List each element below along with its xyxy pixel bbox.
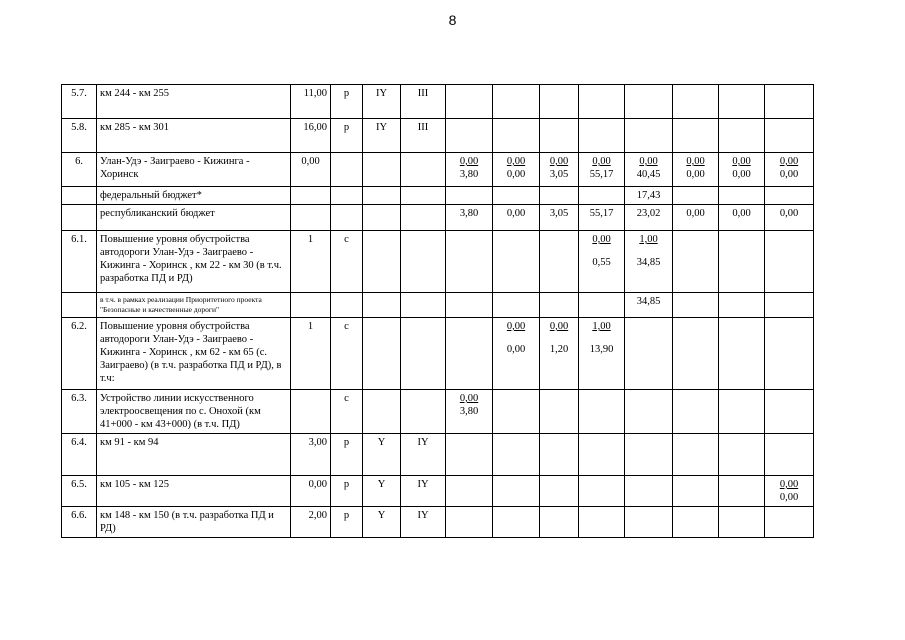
- value-plan: 0,00: [549, 321, 569, 332]
- value-amount: 0,00: [732, 169, 751, 180]
- value-amount: 17,43: [625, 187, 673, 205]
- value-amount: 0,00: [493, 205, 540, 231]
- row-length: 1: [291, 318, 331, 390]
- value-amount: 0,00: [506, 344, 526, 355]
- row-category: Y: [363, 434, 401, 476]
- table-row: [62, 187, 814, 205]
- row-name: Повышение уровня обустройства автодороги Улан-Удэ - Заиграево - Кижинга - Хоринск , км 62 - км 65 (с. Заиграево) (в т.ч. разработка ПД и РД), в т.ч:: [97, 318, 291, 390]
- value-amount: 23,02: [625, 205, 673, 231]
- value-plan: 1,00: [639, 234, 658, 245]
- value-plan: 0,00: [592, 156, 611, 167]
- value-plan: 0,00: [732, 156, 751, 167]
- value-plan: 0,00: [639, 156, 658, 167]
- value-amount: 55,17: [579, 205, 625, 231]
- row-category-2: IY: [401, 434, 446, 476]
- row-name: км 285 - км 301: [97, 119, 291, 153]
- table-row: [62, 231, 814, 293]
- page-number: 8: [448, 12, 457, 28]
- row-name: Устройство линии искусственного электроосвещения по с. Онохой (км 41+000 - км 43+000) (в т.ч. ПД): [97, 390, 291, 434]
- table-row: [62, 434, 814, 476]
- value-amount: 0,00: [673, 205, 719, 231]
- road-program-table: [61, 84, 814, 538]
- row-type: р: [331, 434, 363, 476]
- row-name: Повышение уровня обустройства автодороги Улан-Удэ - Заиграево - Кижинга - Хоринск , км 22 - км 30 (в т.ч. разработка ПД и РД): [97, 231, 291, 293]
- row-name: км 105 - км 125: [97, 476, 291, 507]
- row-category-2: III: [401, 85, 446, 119]
- row-length: 0,00: [291, 153, 331, 187]
- value-amount: 0,00: [719, 205, 765, 231]
- table-row: [62, 205, 814, 231]
- table-row: [62, 119, 814, 153]
- value-amount: 40,45: [636, 169, 661, 180]
- value-amount: 1,20: [549, 344, 569, 355]
- value-plan: 0,00: [686, 156, 705, 167]
- row-category-2: III: [401, 119, 446, 153]
- value-amount: 0,00: [779, 492, 799, 503]
- table-row: [62, 507, 814, 538]
- table-row: [62, 476, 814, 507]
- row-type: р: [331, 119, 363, 153]
- value-amount: 0,00: [779, 169, 799, 180]
- row-number: 6.1.: [62, 231, 97, 293]
- row-length: 3,00: [291, 434, 331, 476]
- row-name: км 148 - км 150 (в т.ч. разработка ПД и РД): [97, 507, 291, 538]
- row-category: IY: [363, 85, 401, 119]
- value-amount: 0,00: [765, 205, 814, 231]
- row-type: с: [331, 318, 363, 390]
- row-type: р: [331, 476, 363, 507]
- value-plan: 0,00: [459, 393, 479, 404]
- value-amount: 34,85: [636, 257, 661, 268]
- table-row: [62, 85, 814, 119]
- row-number: 5.7.: [62, 85, 97, 119]
- row-category: IY: [363, 119, 401, 153]
- value-plan: 1,00: [592, 321, 611, 332]
- row-category: Y: [363, 507, 401, 538]
- row-length: 0,00: [291, 476, 331, 507]
- value-plan: 0,00: [506, 156, 526, 167]
- value-plan: 0,00: [779, 156, 799, 167]
- value-plan: 0,00: [592, 234, 611, 245]
- row-name: Улан-Удэ - Заиграево - Кижинга - Хоринск: [97, 153, 291, 187]
- value-amount: 3,05: [540, 205, 579, 231]
- row-type: с: [331, 231, 363, 293]
- row-name: км 244 - км 255: [97, 85, 291, 119]
- value-amount: 3,80: [446, 205, 493, 231]
- row-length: 16,00: [291, 119, 331, 153]
- value-amount: 34,85: [625, 293, 673, 318]
- value-plan: 0,00: [506, 321, 526, 332]
- row-number: 6.: [62, 153, 97, 187]
- row-category: Y: [363, 476, 401, 507]
- row-number: 5.8.: [62, 119, 97, 153]
- row-name: федеральный бюджет*: [97, 187, 291, 205]
- row-number: 6.4.: [62, 434, 97, 476]
- table-row: [62, 153, 814, 187]
- row-number: 6.2.: [62, 318, 97, 390]
- value-amount: 0,00: [506, 169, 526, 180]
- value-plan: 0,00: [779, 479, 799, 490]
- row-type: с: [331, 390, 363, 434]
- row-length: 2,00: [291, 507, 331, 538]
- value-plan: 0,00: [549, 156, 569, 167]
- value-amount: 3,80: [459, 169, 479, 180]
- row-length: 11,00: [291, 85, 331, 119]
- value-amount: 3,80: [459, 406, 479, 417]
- row-number: 6.6.: [62, 507, 97, 538]
- value-plan: 0,00: [459, 156, 479, 167]
- row-number: 6.5.: [62, 476, 97, 507]
- table-row: [62, 318, 814, 390]
- value-amount: 0,00: [686, 169, 705, 180]
- row-category-2: IY: [401, 507, 446, 538]
- row-type: р: [331, 507, 363, 538]
- row-name: в т.ч. в рамках реализации Приоритетного проекта "Безопасные и качественные дороги": [97, 293, 291, 318]
- row-length: 1: [291, 231, 331, 293]
- row-type: р: [331, 85, 363, 119]
- row-number: 6.3.: [62, 390, 97, 434]
- value-amount: 55,17: [589, 169, 614, 180]
- row-name: км 91 - км 94: [97, 434, 291, 476]
- value-amount: 0,55: [592, 257, 611, 268]
- row-category-2: IY: [401, 476, 446, 507]
- value-amount: 3,05: [549, 169, 569, 180]
- row-name: республиканский бюджет: [97, 205, 291, 231]
- value-amount: 13,90: [589, 344, 614, 355]
- table-row: [62, 293, 814, 318]
- table-row: [62, 390, 814, 434]
